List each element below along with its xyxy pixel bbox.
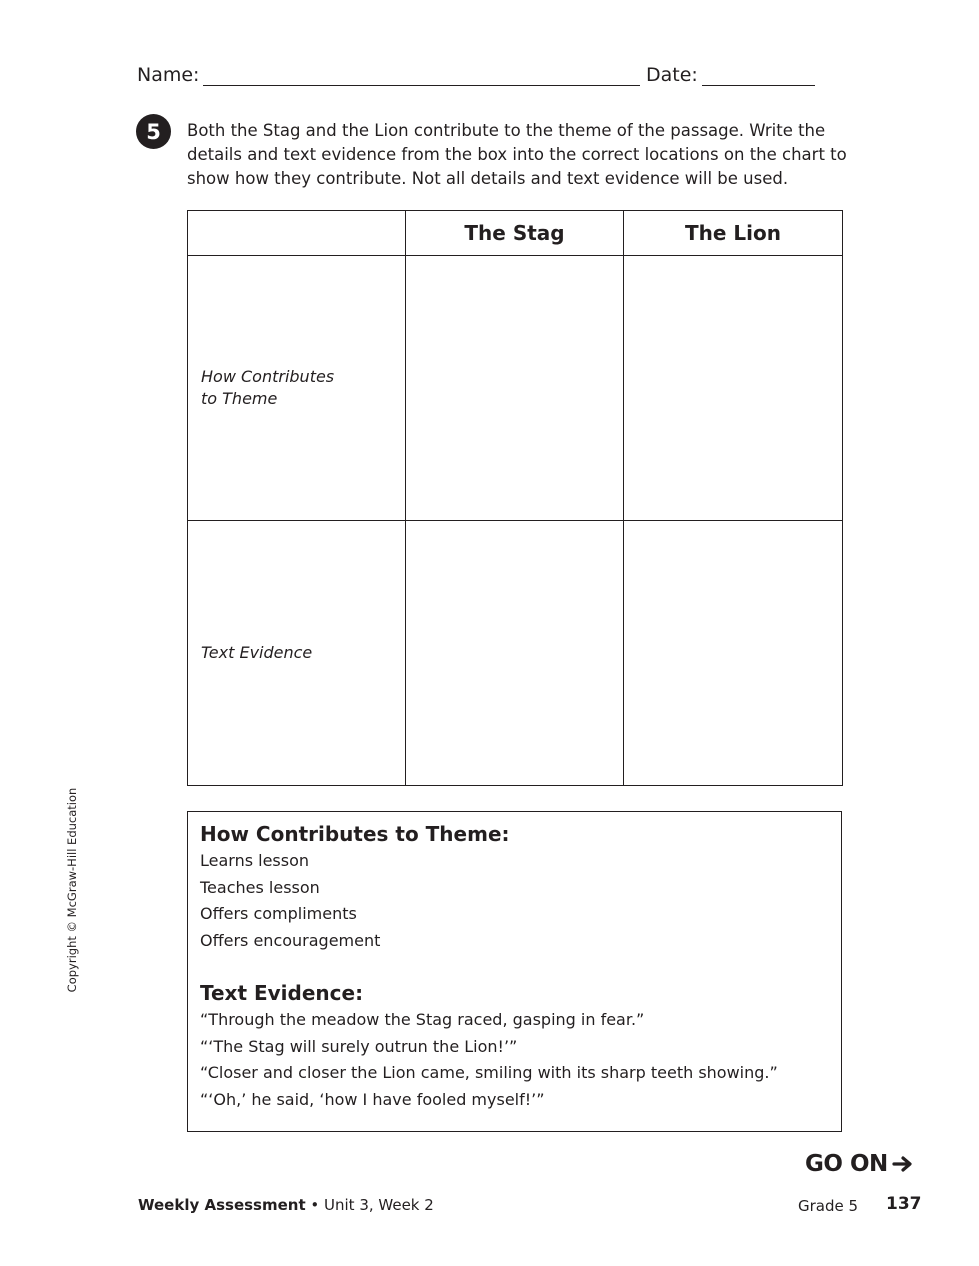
theme-heading: How Contributes to Theme: [200,822,510,846]
go-on-label: GO ON [805,1151,888,1177]
footer-assessment [138,1196,434,1214]
unit-week: Unit 3, Week 2 [324,1196,434,1214]
row-label-evidence: Text Evidence [188,521,406,786]
chart-row-evidence [188,521,843,786]
row-label-theme [188,256,406,521]
go-on-indicator [805,1151,914,1177]
theme-item[interactable]: Learns lesson [200,851,310,870]
column-header-lion: The Lion [624,211,843,256]
evidence-item[interactable]: “Through the meadow the Stag raced, gasping in fear.” [200,1009,645,1029]
footer-separator: • [305,1196,325,1214]
row-label-theme-line1: How Contributes [201,367,335,387]
question-prompt: Both the Stag and the Lion contribute to the theme of the passage. Write the details and text evidence from the box into the correct locations on the chart to show how they contribute. Not all details and text evidence will be used. [187,121,847,188]
chart-header-row [188,211,843,256]
page-number: 137 [886,1194,922,1214]
column-header-stag: The Stag [406,211,624,256]
name-label: Name: [137,64,200,86]
evidence-item[interactable]: “‘Oh,’ he said, ‘how I have fooled myself!’” [200,1089,545,1109]
word-box [187,811,842,1132]
date-label: Date: [646,64,698,86]
evidence-item[interactable]: “‘The Stag will surely outrun the Lion!’” [200,1036,518,1056]
date-line[interactable] [702,85,815,86]
evidence-heading: Text Evidence: [200,980,364,1005]
chart-row-theme [188,256,843,521]
assessment-title: Weekly Assessment [138,1196,306,1214]
evidence-item[interactable]: “Closer and closer the Lion came, smiling with its sharp teeth showing.” [200,1063,778,1083]
arrow-right-icon [892,1155,914,1173]
name-line[interactable] [203,85,640,86]
grade-label: Grade 5 [798,1197,859,1215]
theme-chart [187,210,843,786]
evidence-list [200,1007,829,1114]
cell-stag-theme[interactable] [406,256,624,521]
row-label-theme-line2: to Theme [201,389,278,409]
cell-lion-theme[interactable] [624,256,843,521]
theme-item[interactable]: Teaches lesson [200,877,320,897]
cell-stag-evidence[interactable] [406,521,624,786]
theme-item[interactable]: Offers compliments [200,904,357,924]
cell-lion-evidence[interactable] [624,521,843,786]
chart-corner-cell [188,211,406,256]
theme-item[interactable]: Offers encouragement [200,931,381,951]
question-number-badge: 5 [136,114,171,149]
copyright-notice: Copyright © McGraw-Hill Education [65,787,79,993]
theme-list [200,848,829,955]
